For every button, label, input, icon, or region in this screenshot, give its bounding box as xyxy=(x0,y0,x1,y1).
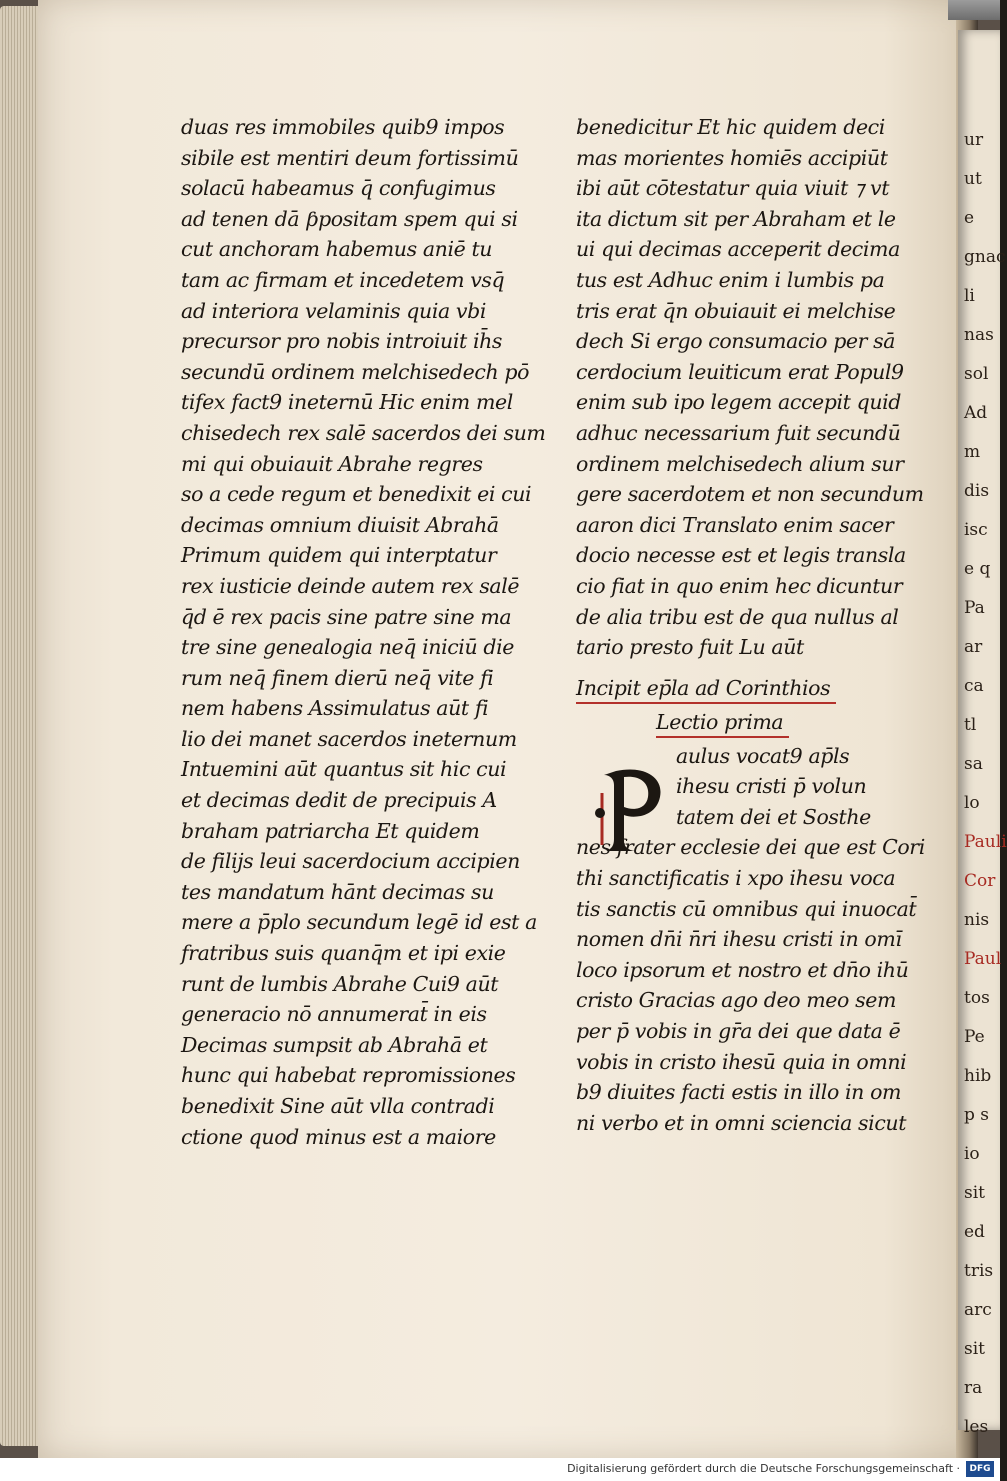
text-line: ad interiora velaminis quia vbi xyxy=(181,298,486,323)
page-edges xyxy=(0,6,40,1446)
text-line: adhuc necessarium fuit secundū xyxy=(576,420,901,445)
text-line: benedicitur Et hic quidem deci xyxy=(576,115,885,139)
text-line: dech Si ergo consumacio per sā xyxy=(576,329,896,354)
text-line: rex iusticie deinde autem rex salē xyxy=(181,573,520,598)
recto-page-edge xyxy=(958,30,1007,1437)
text-line: tatem dei et Sosthe xyxy=(676,804,871,829)
text-line: mi qui obuiauit Abrahe regres xyxy=(181,451,483,476)
text-line: tus est Adhuc enim i lumbis pa xyxy=(576,267,885,292)
text-line: ui qui decimas acceperit decima xyxy=(576,237,900,262)
text-line: mere a p̄plo secundum legē id est a xyxy=(181,910,537,935)
text-line: ihesu cristi p̄ volun xyxy=(676,774,867,799)
text-line: so a cede regum et benedixit ei cui xyxy=(181,482,532,507)
recto-fragment: dis xyxy=(964,481,990,501)
recto-fragment: tl xyxy=(964,715,977,735)
text-line: aaron dici Translato enim sacer xyxy=(576,512,894,537)
text-line: tes mandatum hānt decimas su xyxy=(181,879,494,904)
text-line: tam ac firmam et incedetem vsq̄ xyxy=(181,267,505,292)
recto-fragment: hib xyxy=(964,1066,992,1086)
epistle-heading: Incipit ep̄la ad Corinthios xyxy=(576,673,906,707)
text-line: thi sanctificatis i xpo ihesu voca xyxy=(576,866,896,891)
text-line: Decimas sumpsit ab Abrahā et xyxy=(181,1032,488,1057)
text-line: Primum quidem qui interptatur xyxy=(181,543,497,568)
recto-fragment: e xyxy=(964,208,975,228)
text-line: generacio nō annumerat̄ in eis xyxy=(181,1002,487,1027)
text-line: ordinem melchisedech alium sur xyxy=(576,451,904,476)
text-line: sibile est mentiri deum fortissimū xyxy=(181,145,519,170)
recto-fragment: Pauli xyxy=(964,832,1007,852)
text-line: aulus vocat9 ap̄ls xyxy=(676,743,850,768)
recto-fragment: p s xyxy=(964,1105,990,1125)
recto-fragment: sit xyxy=(964,1339,985,1359)
text-line: cerdocium leuiticum erat Popul9 xyxy=(576,359,904,384)
recto-fragment: m xyxy=(964,442,981,462)
text-line: b9 diuites facti estis in illo in om xyxy=(576,1080,902,1105)
text-line: cristo Gracias ago deo meo sem xyxy=(576,988,896,1013)
recto-fragment: Pe xyxy=(964,1027,985,1047)
recto-fragment: Cor xyxy=(964,871,996,891)
recto-fragment: arc xyxy=(964,1300,992,1320)
text-line: precursor pro nobis introiuit ih̄s xyxy=(181,329,503,354)
text-line: runt de lumbis Abrahe Cui9 aūt xyxy=(181,971,499,996)
recto-fragment: Paul xyxy=(964,949,1002,969)
dfg-logo: DFG xyxy=(966,1461,994,1477)
text-line: decimas omnium diuisit Abrahā xyxy=(181,512,499,537)
text-line: benedixit Sine aūt vlla contradi xyxy=(181,1094,495,1118)
text-line: lio dei manet sacerdos ineternum xyxy=(181,726,517,751)
text-line: loco ipsorum et nostro et dn̄o ihū xyxy=(576,957,909,982)
text-line: tris erat q̄n obuiauit ei melchise xyxy=(576,298,896,323)
text-line: tifex fact9 ineternū Hic enim mel xyxy=(181,390,513,415)
text-line: cut anchoram habemus aniē tu xyxy=(181,237,493,262)
text-line: duas res immobiles quib9 impos xyxy=(181,115,505,139)
text-line: mas morientes homiēs accipiūt xyxy=(576,145,888,170)
text-line: solacū habeamus q̄ confugimus xyxy=(181,176,496,201)
recto-fragment: Pa xyxy=(964,598,985,618)
recto-fragment: ut xyxy=(964,169,982,189)
text-line: braham patriarcha Et quidem xyxy=(181,818,480,843)
recto-fragment: sa xyxy=(964,754,983,774)
recto-fragment: li xyxy=(964,286,975,306)
recto-fragment: lo xyxy=(964,793,980,813)
text-line: de filijs leui sacerdocium accipien xyxy=(181,849,520,874)
funding-credit: Digitalisierung gefördert durch die Deutsche Forschungsgemeinschaft · xyxy=(567,1462,960,1475)
recto-fragment: sol xyxy=(964,364,989,384)
text-line: hunc qui habebat repromissiones xyxy=(181,1063,516,1088)
text-line: nem habens Assimulatus aūt fi xyxy=(181,696,489,721)
text-line: ad tenen dā ƥpositam spem qui si xyxy=(181,206,518,231)
text-line: fratribus suis quanq̄m et ipi exie xyxy=(181,941,506,966)
text-line: tis sanctis cū omnibus qui inuocat̄ xyxy=(576,896,917,921)
recto-fragment: tris xyxy=(964,1261,994,1281)
right-text-column xyxy=(576,112,925,1138)
text-line: per p̄ vobis in gr̄a dei que data ē xyxy=(576,1019,901,1044)
recto-fragment: Ad xyxy=(964,403,988,423)
text-line: chisedech rex salē sacerdos dei sum xyxy=(181,420,546,445)
text-line: tre sine genealogia neq̄ iniciū die xyxy=(181,635,514,660)
recto-fragment: ca xyxy=(964,676,984,696)
footer-bar xyxy=(0,1458,1000,1481)
text-line: ibi aūt cōtestatur quia viuit ⁊ vt xyxy=(576,176,890,201)
text-line: ctione quod minus est a maiore xyxy=(181,1124,496,1149)
recto-fragment: isc xyxy=(964,520,988,540)
text-line: cio fiat in quo enim hec dicuntur xyxy=(576,573,903,598)
text-line: ni verbo et in omni sciencia sicut xyxy=(576,1110,907,1135)
text-line: ita dictum sit per Abraham et le xyxy=(576,206,896,231)
scanner-strip xyxy=(948,0,1000,20)
text-line: secundū ordinem melchisedech pō xyxy=(181,359,530,384)
recto-fragment: ra xyxy=(964,1378,983,1398)
recto-fragment: nis xyxy=(964,910,990,930)
recto-fragment: ar xyxy=(964,637,983,657)
text-line: vobis in cristo ihesū quia in omni xyxy=(576,1049,907,1074)
text-line: gere sacerdotem et non secundum xyxy=(576,482,924,507)
recto-fragment: tos xyxy=(964,988,990,1008)
recto-fragment: ed xyxy=(964,1222,985,1242)
text-line: q̄d ē rex pacis sine patre sine ma xyxy=(181,604,512,629)
text-line: et decimas dedit de precipuis A xyxy=(181,788,497,813)
recto-fragment: nas xyxy=(964,325,994,345)
text-line: docio necesse est et legis transla xyxy=(576,543,906,568)
recto-fragment: io xyxy=(964,1144,980,1164)
text-line: tario presto fuit Lu aūt xyxy=(576,635,804,660)
lectio-heading: Lectio prima xyxy=(576,707,906,741)
text-line: enim sub ipo legem accepit quid xyxy=(576,390,901,415)
recto-fragment: gnac xyxy=(964,247,1006,267)
text-line: rum neq̄ finem dierū neq̄ vite fi xyxy=(181,665,494,690)
illuminated-initial-p xyxy=(594,763,668,855)
recto-fragment: les xyxy=(964,1417,989,1437)
left-text-column xyxy=(181,112,546,1152)
recto-fragment: ur xyxy=(964,130,984,150)
text-line: nes frater ecclesie dei que est Cori xyxy=(576,835,925,860)
recto-fragment: sit xyxy=(964,1183,985,1203)
recto-fragment: e q xyxy=(964,559,991,579)
text-line: Intuemini aūt quantus sit hic cui xyxy=(181,757,507,782)
text-line: de alia tribu est de qua nullus al xyxy=(576,604,899,629)
text-line: nomen dn̄i n̄ri ihesu cristi in omī xyxy=(576,927,902,952)
